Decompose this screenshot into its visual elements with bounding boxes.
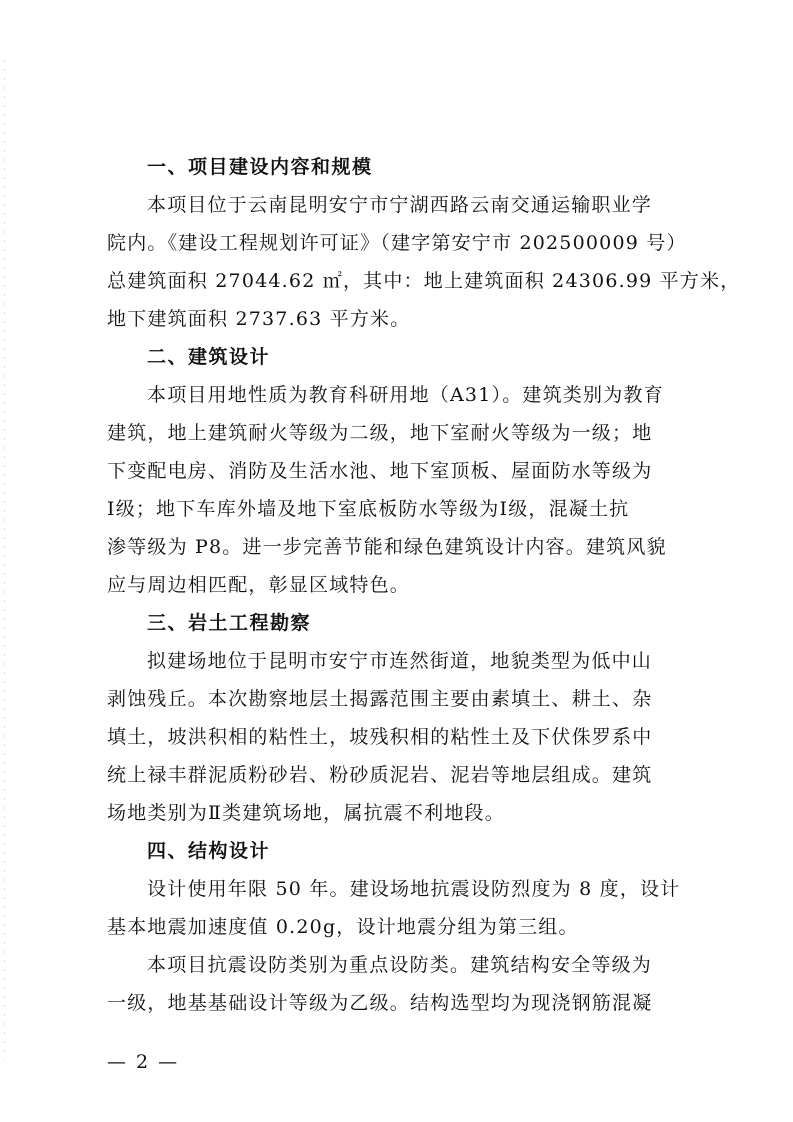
paragraph-line: 本项目抗震设防类别为重点设防类。建筑结构安全等级为	[147, 954, 653, 976]
page-number: — 2 —	[107, 1051, 180, 1073]
paragraph	[107, 186, 741, 338]
paragraph-line: 本项目位于云南昆明安宁市宁湖西路云南交通运输职业学	[147, 194, 653, 216]
paragraph-line: 基本地震加速度值 0.20g，设计地震分组为第三组。	[107, 916, 579, 938]
paragraph	[107, 642, 692, 832]
paragraph-line: 地下建筑面积 2737.63 平方米。	[107, 308, 411, 330]
paragraph-line: 应与周边相匹配，彰显区域特色。	[107, 574, 411, 596]
paragraph-line: Ⅰ级；地下车库外墙及地下室底板防水等级为Ⅰ级，混凝土抗	[107, 498, 630, 520]
paragraph-line: 场地类别为Ⅱ类建筑场地，属抗震不利地段。	[107, 802, 505, 824]
section-heading-architectural-design: 二、建筑设计	[147, 346, 271, 368]
paragraph-line: 渗等级为 P8。进一步完善节能和绿色建筑设计内容。建筑风貌	[107, 536, 667, 558]
paragraph-line: 院内。《建设工程规划许可证》（建字第安宁市 202500009 号）	[107, 232, 687, 254]
section-heading-geotechnical-survey: 三、岩土工程勘察	[147, 612, 312, 634]
section-heading-project-scope: 一、项目建设内容和规模	[147, 156, 373, 178]
section-heading-structural-design: 四、结构设计	[147, 840, 271, 862]
scan-edge-marks	[4, 60, 5, 1060]
paragraph-line: 填土，坡洪积相的粘性土，坡残积相的粘性土及下伏侏罗系中	[107, 726, 653, 748]
paragraph	[107, 870, 692, 946]
paragraph	[107, 376, 692, 604]
paragraph-line: 一级，地基基础设计等级为乙级。结构选型均为现浇钢筋混凝	[107, 992, 653, 1014]
paragraph-line: 下变配电房、消防及生活水池、地下室顶板、屋面防水等级为	[107, 460, 653, 482]
document-body	[107, 148, 741, 1022]
paragraph	[107, 946, 692, 1022]
paragraph-line: 总建筑面积 27044.62 ㎡，其中：地上建筑面积 24306.99 平方米，	[107, 270, 741, 292]
paragraph-line: 设计使用年限 50 年。建设场地抗震设防烈度为 8 度，设计	[147, 878, 681, 900]
paragraph-line: 建筑，地上建筑耐火等级为二级，地下室耐火等级为一级；地	[107, 422, 653, 444]
paragraph-line: 剥蚀残丘。本次勘察地层土揭露范围主要由素填土、耕土、杂	[107, 688, 653, 710]
paragraph-line: 拟建场地位于昆明市安宁市连然街道，地貌类型为低中山	[147, 650, 653, 672]
paragraph-line: 统上禄丰群泥质粉砂岩、粉砂质泥岩、泥岩等地层组成。建筑	[107, 764, 653, 786]
paragraph-line: 本项目用地性质为教育科研用地（A31）。建筑类别为教育	[147, 384, 664, 406]
